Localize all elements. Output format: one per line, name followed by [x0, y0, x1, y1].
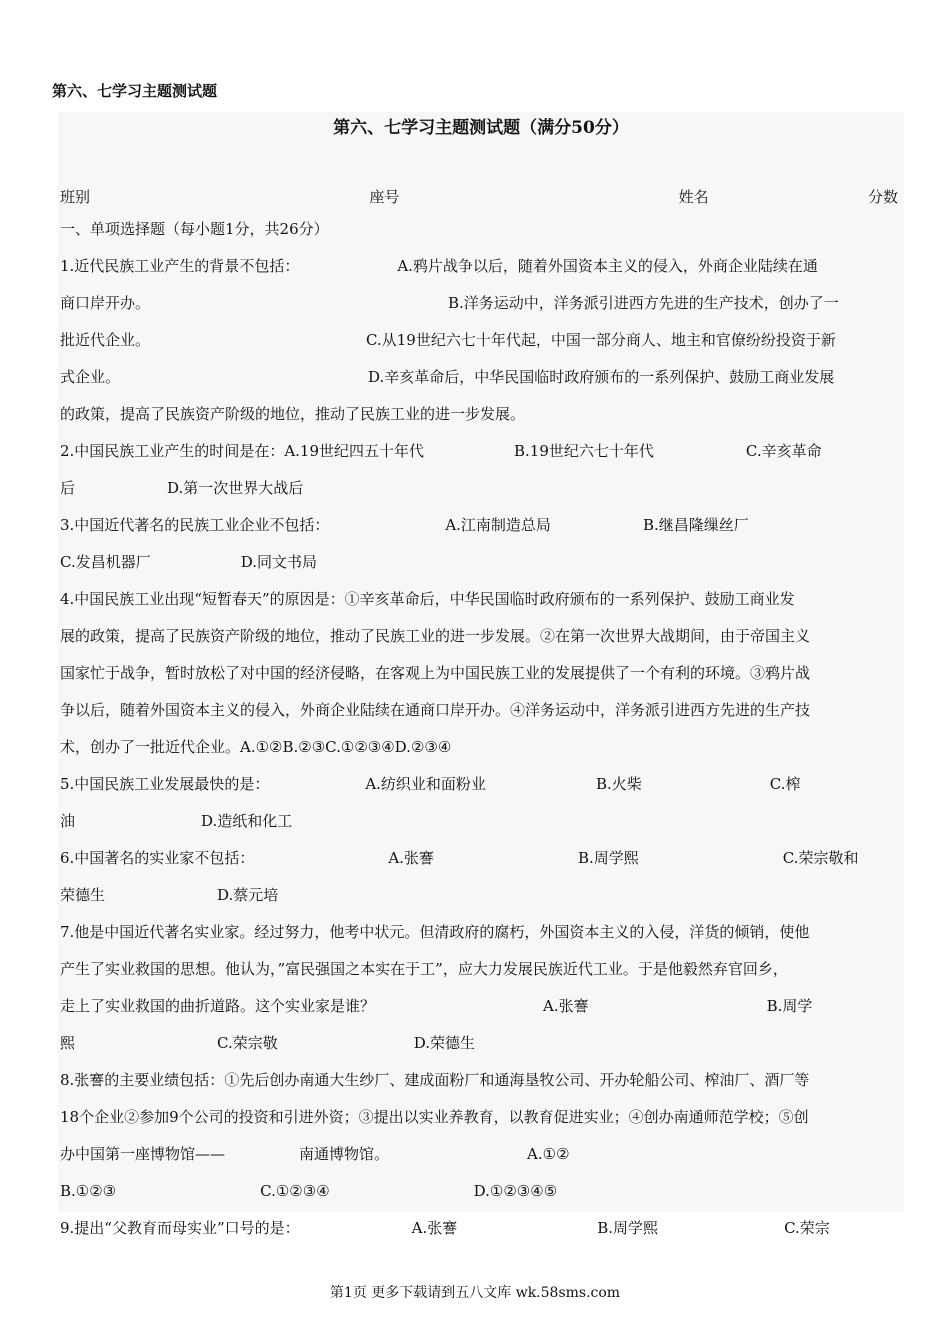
question-5: [58, 766, 904, 803]
question-4-line2: 展的政策，提高了民族资产阶级的地位，推动了民族工业的进一步发展。②在第一次世界大战期间，由于帝国主义: [60, 627, 811, 645]
q2-stem: 2.中国民族工业产生的时间是在：A.19世纪四五十年代: [60, 442, 425, 460]
q1-option-c: C.从19世纪六七十年代起，中国一部分商人、地主和官僚纷纷投资于新: [366, 331, 836, 349]
question-4-line4: 争以后，随着外国资本主义的侵入，外商企业陆续在通商口岸开办。④洋务运动中，洋务派引进西方先进的生产技: [60, 701, 811, 719]
q9-option-b: B.周学熙: [597, 1219, 659, 1237]
q7-option-c: C.荣宗敬: [217, 1034, 278, 1052]
question-2-line2: [58, 470, 904, 507]
question-6: [58, 840, 904, 877]
q7-option-b-cont: 熙: [60, 1034, 76, 1052]
q5-option-b: B.火柴: [595, 775, 642, 793]
q7-option-d: D.荣德生: [413, 1034, 475, 1052]
q8-option-a: A.①②: [527, 1145, 570, 1163]
q7-option-b: B.周学: [766, 997, 813, 1015]
question-1: [58, 248, 904, 285]
score-label: 分数: [867, 188, 898, 206]
q2-option-c: C.辛亥革命: [745, 442, 822, 460]
q8-option-d: D.①②③④⑤: [473, 1182, 558, 1200]
question-4-line1: 4.中国民族工业出现“短暂春天”的原因是：①辛亥革命后，中华民国临时政府颁布的一系列保护、鼓励工商业发: [60, 590, 795, 608]
question-3-line2: [58, 544, 904, 581]
q5-option-c-cont: 油: [60, 812, 76, 830]
q5-option-a: A.纺织业和面粉业: [365, 775, 486, 793]
question-8-line1: 8.张謇的主要业绩包括：①先后创办南通大生纱厂、建成面粉厂和通海垦牧公司、开办轮船公司、榨油厂、酒厂等: [60, 1071, 810, 1089]
q6-option-c-cont: 荣德生: [60, 886, 106, 904]
q5-option-c: C.榨: [769, 775, 801, 793]
q9-option-a: A.张謇: [411, 1219, 458, 1237]
q1-option-c-cont: 式企业。: [60, 368, 121, 386]
question-4-line5: 术，创办了一批近代企业。A.①②B.②③C.①②③④D.②③④: [60, 738, 452, 756]
seat-label: 座号: [369, 188, 400, 206]
q8-stem-end: 办中国第一座博物馆——: [60, 1145, 226, 1163]
q1-option-a-cont: 商口岸开办。: [60, 294, 151, 312]
q6-option-c: C.荣宗敬和: [782, 849, 859, 867]
q7-option-a: A.张謇: [543, 997, 589, 1015]
question-9: [58, 1210, 904, 1247]
q9-option-c: C.荣宗: [784, 1219, 830, 1237]
q7-stem-end: 走上了实业救国的曲折道路。这个实业家是谁？: [60, 997, 376, 1015]
q6-stem: 6.中国著名的实业家不包括：: [60, 849, 255, 867]
question-7-line4: [58, 1025, 904, 1062]
q2-option-d: D.第一次世界大战后: [167, 479, 304, 497]
q3-option-d: D.同文书局: [240, 553, 317, 571]
question-1-line4: [58, 359, 904, 396]
q1-stem: 1.近代民族工业产生的背景不包括：: [60, 257, 300, 275]
q1-option-d: D.辛亥革命后，中华民国临时政府颁布的一系列保护、鼓励工商业发展: [368, 368, 835, 386]
question-8-line4: [58, 1173, 904, 1210]
q1-option-a: A.鸦片战争以后，随着外国资本主义的侵入，外商企业陆续在通: [397, 257, 818, 275]
question-8-line3: [58, 1136, 904, 1173]
question-1-line5: 的政策，提高了民族资产阶级的地位，推动了民族工业的进一步发展。: [60, 405, 526, 423]
q3-option-a: A.江南制造总局: [445, 516, 551, 534]
student-info-row: [58, 186, 904, 207]
question-3: [58, 507, 904, 544]
q6-option-d: D.蔡元培: [217, 886, 279, 904]
q9-stem: 9.提出“父教育而母实业”口号的是：: [60, 1219, 300, 1237]
question-5-line2: [58, 803, 904, 840]
document-label: 第六、七学习主题测试题: [52, 82, 218, 100]
name-label: 姓名: [678, 188, 709, 206]
question-6-line2: [58, 877, 904, 914]
exam-title: 第六、七学习主题测试题（满分50分）: [333, 118, 629, 138]
q3-stem: 3.中国近代著名的民族工业企业不包括：: [60, 516, 330, 534]
question-7-line1: 7.他是中国近代著名实业家。经过努力，他考中状元。但清政府的腐朽，外国资本主义的入侵，洋货的倾销，使他: [60, 923, 810, 941]
q5-option-d: D.造纸和化工: [201, 812, 293, 830]
q2-option-c-cont: 后: [60, 479, 76, 497]
question-2: [58, 433, 904, 470]
exam-content: [58, 112, 904, 1237]
question-7-line3: [58, 988, 904, 1025]
class-label: 班别: [60, 188, 91, 206]
question-8-line2: 18个企业②参加9个公司的投资和引进外资；③提出以实业养教育，以教育促进实业；④创办南通师范学校；⑤创: [60, 1108, 809, 1126]
question-1-line2: [58, 285, 904, 322]
q8-option-b: B.①②③: [60, 1182, 117, 1200]
q8-option-c: C.①②③④: [260, 1182, 330, 1200]
question-4-line3: 国家忙于战争，暂时放松了对中国的经济侵略，在客观上为中国民族工业的发展提供了一个有利的环境。③鸦片战: [60, 664, 811, 682]
q1-option-b-cont: 批近代企业。: [60, 331, 151, 349]
question-1-line3: [58, 322, 904, 359]
q6-option-a: A.张謇: [388, 849, 434, 867]
question-7-line2: 产生了实业救国的思想。他认为，”富民强国之本实在于工”，应大力发展民族近代工业。于是他毅然弃官回乡，: [60, 960, 788, 978]
section-heading: 一、单项选择题（每小题1分，共26分）: [60, 220, 329, 238]
q3-option-c: C.发昌机器厂: [60, 553, 151, 571]
q6-option-b: B.周学熙: [577, 849, 639, 867]
q5-stem: 5.中国民族工业发展最快的是：: [60, 775, 270, 793]
q8-stem-museum: 南通博物馆。: [299, 1145, 390, 1163]
q2-option-b: B.19世纪六七十年代: [514, 442, 654, 460]
q3-option-b: B.继昌隆缫丝厂: [642, 516, 749, 534]
q1-option-b: B.洋务运动中，洋务派引进西方先进的生产技术，创办了一: [448, 294, 839, 312]
page-footer: 第1页 更多下载请到五八文库 wk.58sms.com: [329, 1285, 621, 1301]
